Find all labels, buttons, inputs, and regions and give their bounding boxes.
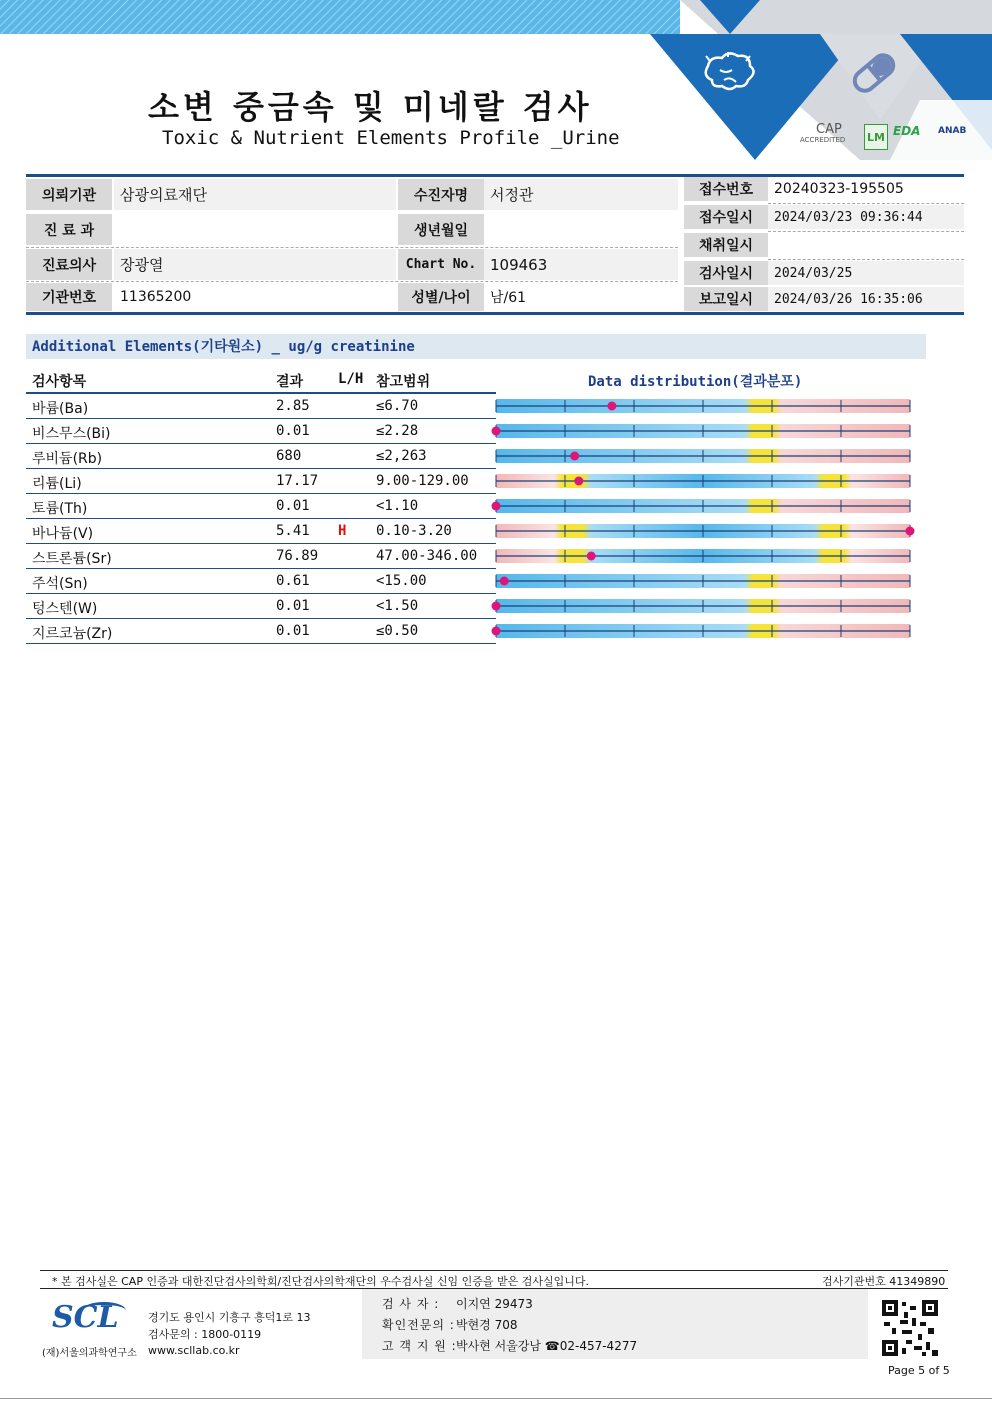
support-value: 박사현 서울강남 ☎02-457-4277 (456, 1339, 638, 1353)
row-result: 0.61 (276, 573, 310, 589)
result-marker (587, 552, 596, 561)
col-header-flag: L/H (338, 371, 364, 387)
result-marker (607, 402, 616, 411)
result-marker (492, 627, 501, 636)
result-marker (574, 477, 583, 486)
row-result: 2.85 (276, 398, 310, 414)
table-row (26, 394, 496, 419)
row-result: 0.01 (276, 498, 310, 514)
confirm-label: 확인전문의 : (382, 1318, 455, 1332)
tester-value: 이지연 29473 (456, 1297, 533, 1311)
eda-logo-text: EDA (893, 124, 921, 138)
row-item-name: 바륨(Ba) (32, 401, 89, 417)
recvno-label: 접수번호 (684, 177, 768, 201)
brain-icon (698, 50, 760, 100)
result-marker (492, 602, 501, 611)
footer-website[interactable]: www.scllab.co.kr (148, 1344, 240, 1357)
row-reference: ≤0.50 (376, 623, 419, 639)
table-row (26, 519, 496, 544)
doctor-value: 장광열 (114, 249, 396, 280)
page-number: Page 5 of 5 (888, 1364, 950, 1377)
row-result: 76.89 (276, 548, 319, 564)
dept-label: 진 료 과 (26, 214, 112, 245)
cap-logo-subtext: ACCREDITED (800, 136, 846, 144)
footer-org-name: (재)서울의과학연구소 (42, 1348, 137, 1359)
recvno-value: 20240323-195505 (774, 181, 904, 197)
row-item-name: 스트론튬(Sr) (32, 551, 112, 567)
col-header-item: 검사항목 (32, 374, 87, 390)
table-row (26, 494, 496, 519)
row-item-name: 루비듐(Rb) (32, 451, 103, 467)
confirm-value: 박현경 708 (456, 1318, 518, 1332)
footer-note: * 본 검사실은 CAP 인증과 대한진단검사의학회/진단검사의학재단의 우수검사실 신임 인증을 받은 검사실입니다. (52, 1275, 590, 1288)
row-reference: ≤2.28 (376, 423, 419, 439)
testdate-value: 2024/03/25 (768, 261, 964, 285)
result-marker (500, 577, 509, 586)
table-row (26, 569, 496, 594)
footer-bottom-border (0, 1398, 992, 1399)
distribution-title: Data distribution(결과분포) (588, 374, 803, 390)
dept-value (114, 214, 396, 245)
orgno-value: 11365200 (120, 289, 192, 305)
row-reference: 0.10-3.20 (376, 523, 452, 539)
row-reference: <1.50 (376, 598, 419, 614)
lm-logo (864, 124, 888, 150)
info-divider (26, 281, 678, 282)
table-row (26, 419, 496, 444)
row-result: 0.01 (276, 623, 310, 639)
tester-label: 검 사 자 : (382, 1297, 440, 1311)
anab-logo (938, 126, 966, 136)
footer-phone: 검사문의 : 1800-0119 (148, 1328, 262, 1341)
birth-label: 생년월일 (398, 214, 484, 245)
sexage-label: 성별/나이 (398, 283, 484, 311)
row-divider (26, 643, 496, 644)
row-result: 0.01 (276, 598, 310, 614)
org-label: 의뢰기관 (26, 179, 112, 210)
row-result: 0.01 (276, 423, 310, 439)
lm-logo-text: LM (867, 130, 885, 144)
row-item-name: 비스무스(Bi) (32, 426, 111, 442)
row-item-name: 텅스텐(W) (32, 601, 98, 617)
table-row (26, 544, 496, 569)
row-result: 5.41 (276, 523, 310, 539)
row-result: 17.17 (276, 473, 319, 489)
name-value: 서정관 (484, 179, 678, 210)
cap-logo (800, 124, 858, 150)
support-label: 고 객 지 원 : (382, 1339, 457, 1353)
section-title: Additional Elements(기타원소) _ ug/g creatinine (32, 339, 415, 355)
info-divider (26, 247, 678, 248)
row-item-name: 바나듐(V) (32, 526, 94, 542)
info-divider (768, 231, 964, 232)
row-item-name: 토륨(Th) (32, 501, 88, 517)
doctor-label: 진료의사 (26, 249, 112, 280)
row-item-name: 리튬(Li) (32, 476, 82, 492)
row-reference: 47.00-346.00 (376, 548, 478, 564)
footer-lab-code: 검사기관번호 41349890 (822, 1275, 946, 1288)
recvdate-label: 접수일시 (684, 205, 768, 229)
row-reference: ≤2,263 (376, 448, 427, 464)
anab-logo-text: ANAB (938, 126, 967, 136)
report-title-english: Toxic & Nutrient Elements Profile _Urine (162, 127, 620, 149)
birth-value (484, 214, 678, 245)
result-marker (492, 502, 501, 511)
orgno-label: 기관번호 (26, 283, 112, 311)
cap-logo-text: CAP (816, 122, 842, 137)
row-reference: ≤6.70 (376, 398, 419, 414)
row-reference: <1.10 (376, 498, 419, 514)
chart-label: Chart No. (398, 249, 484, 280)
sexage-value: 남/61 (490, 290, 527, 306)
table-row (26, 594, 496, 619)
info-divider (768, 203, 964, 204)
name-label: 수진자명 (398, 179, 484, 210)
report-label: 보고일시 (684, 287, 768, 311)
result-marker (906, 527, 915, 536)
col-header-result: 결과 (276, 374, 304, 390)
result-marker (492, 427, 501, 436)
row-reference: <15.00 (376, 573, 427, 589)
report-title-korean: 소변 중금속 및 미네랄 검사 (148, 88, 593, 126)
table-row (26, 619, 496, 644)
recvdate-value: 2024/03/23 09:36:44 (768, 205, 964, 229)
eda-logo (893, 124, 920, 138)
result-marker (570, 452, 579, 461)
footer-address: 경기도 용인시 기흥구 흥덕1로 13 (148, 1311, 311, 1324)
row-item-name: 주석(Sn) (32, 576, 88, 592)
table-row (26, 444, 496, 469)
info-table-bottom-border (26, 312, 964, 315)
org-value: 삼광의료재단 (114, 179, 396, 210)
footer-top-border (40, 1270, 948, 1271)
row-reference: 9.00-129.00 (376, 473, 469, 489)
collect-label: 채취일시 (684, 233, 768, 257)
row-flag: H (338, 523, 347, 539)
distribution-chart (486, 394, 926, 644)
col-header-ref: 참고범위 (376, 374, 431, 390)
chart-value: 109463 (484, 249, 678, 280)
row-item-name: 지르코늄(Zr) (32, 626, 113, 642)
testdate-label: 검사일시 (684, 261, 768, 285)
report-value: 2024/03/26 16:35:06 (768, 287, 964, 311)
collect-value (768, 233, 964, 257)
table-row (26, 469, 496, 494)
qr-code-icon (882, 1300, 938, 1356)
row-result: 680 (276, 448, 302, 464)
info-divider (768, 259, 964, 260)
capsule-icon (846, 48, 902, 98)
scl-logo: SCL (52, 1300, 119, 1335)
